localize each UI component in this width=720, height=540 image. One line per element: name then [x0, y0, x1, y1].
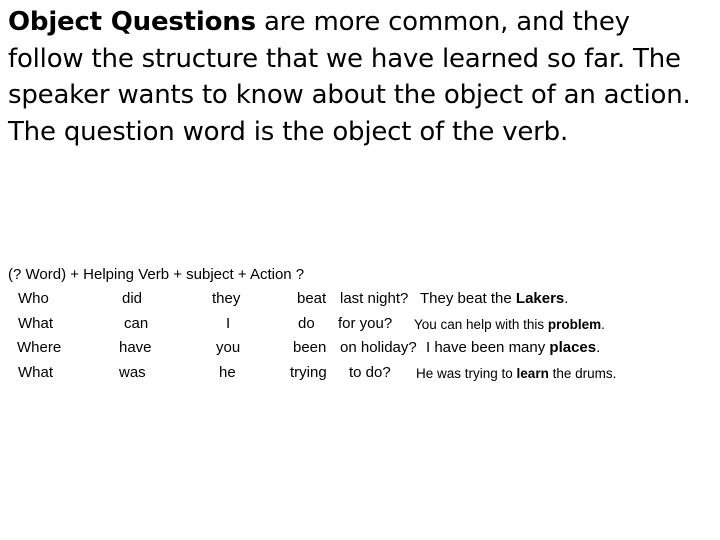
answer-pre: I have been many: [426, 339, 550, 356]
action: trying: [290, 364, 327, 381]
answer-pre: You can help with this: [414, 317, 548, 332]
answer-post: .: [601, 317, 605, 332]
question-word: Who: [18, 290, 49, 307]
table-row: [0, 339, 720, 361]
action: beat: [297, 290, 327, 307]
answer-pre: They beat the: [420, 290, 516, 307]
table-row: [0, 315, 720, 337]
helping-verb: was: [119, 364, 146, 381]
subject: they: [212, 290, 241, 307]
rest-of-question: on holiday?: [340, 339, 417, 356]
rest-of-question: last night?: [340, 290, 409, 307]
table-row: [0, 290, 720, 312]
table-header: (? Word) + Helping Verb + subject + Action ?: [8, 266, 305, 283]
answer-post: .: [564, 290, 569, 307]
answer: [426, 339, 600, 356]
action: do: [298, 315, 315, 332]
action: been: [293, 339, 327, 356]
table-row: [0, 364, 720, 386]
answer: [414, 317, 605, 332]
answer-pre: He was trying to: [416, 366, 517, 381]
answer-object: problem: [547, 317, 602, 332]
helping-verb: can: [124, 315, 149, 332]
answer: [420, 290, 568, 307]
rest-of-question: for you?: [338, 315, 393, 332]
paragraph-text: are more common, and they follow the structure that we have learned so far. The speaker wants to know about the object of an action. The question word is the object of the verb.: [8, 7, 691, 147]
answer-object: places: [549, 339, 597, 356]
subject: you: [216, 339, 241, 356]
answer-post: the drums.: [548, 366, 617, 381]
paragraph-bold-lead: Object Questions: [8, 7, 256, 37]
helping-verb: did: [122, 290, 143, 307]
answer: [416, 366, 616, 381]
helping-verb: have: [119, 339, 152, 356]
subject: he: [219, 364, 236, 381]
answer-post: .: [596, 339, 601, 356]
question-word: Where: [17, 339, 62, 356]
answer-object: learn: [516, 366, 549, 381]
rest-of-question: to do?: [349, 364, 391, 381]
question-word: What: [18, 364, 54, 381]
subject: I: [226, 315, 231, 332]
question-structure-table: [0, 266, 720, 396]
intro-paragraph: [8, 4, 708, 150]
answer-object: Lakers: [515, 290, 565, 307]
question-word: What: [18, 315, 54, 332]
